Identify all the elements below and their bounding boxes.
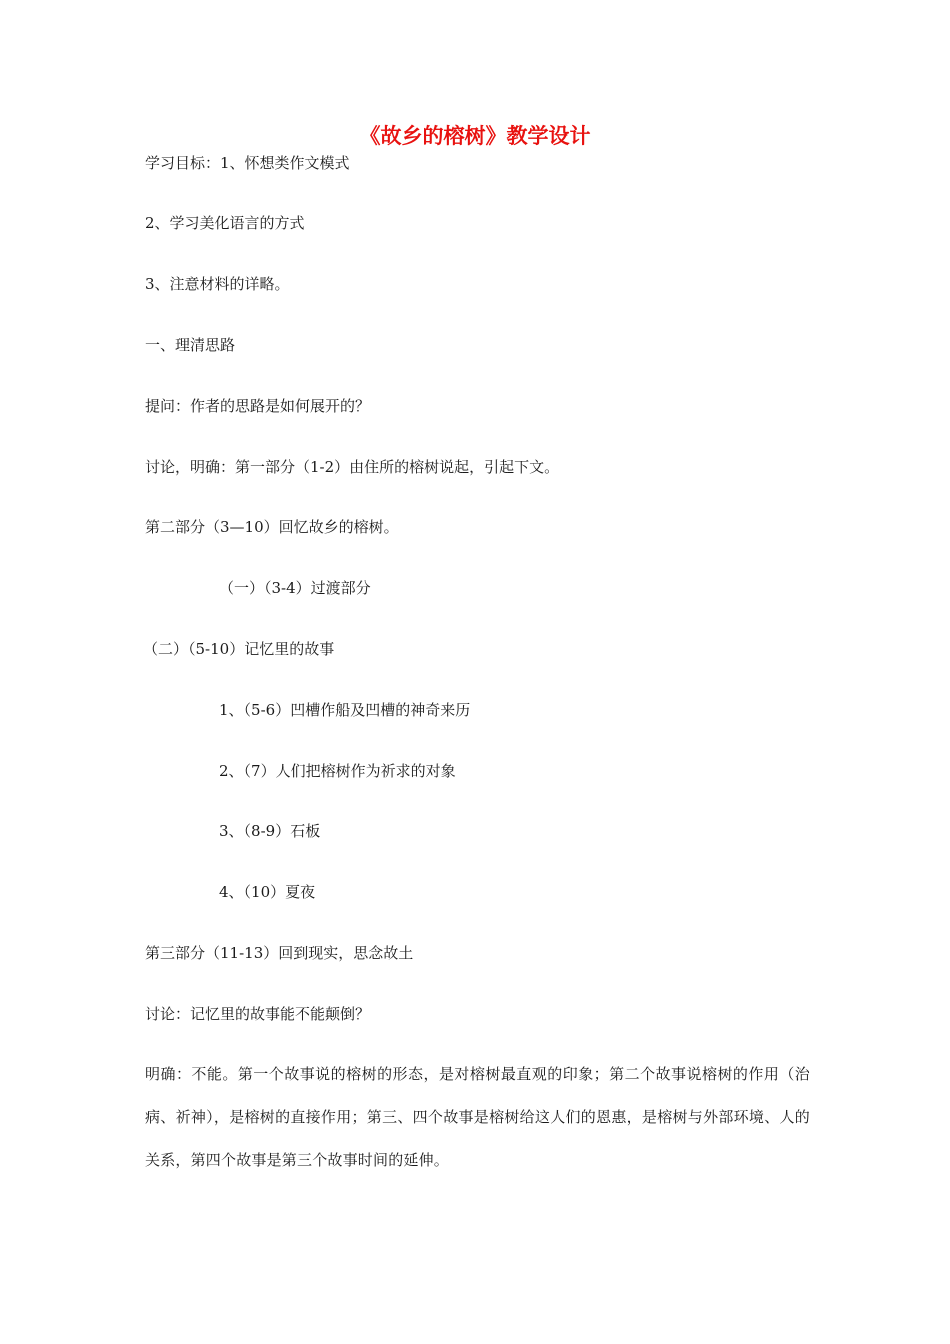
story-item-1: 1、（5-6）凹槽作船及凹槽的神奇来历 bbox=[219, 701, 471, 719]
discussion-question: 讨论：记忆里的故事能不能颠倒？ bbox=[145, 1005, 371, 1023]
learning-goal-1: 学习目标：1、怀想类作文模式 bbox=[145, 154, 350, 172]
story-item-3: 3、（8-9）石板 bbox=[219, 822, 321, 840]
story-item-2: 2、（7）人们把榕树作为祈求的对象 bbox=[219, 762, 456, 780]
section-heading-1: 一、理清思路 bbox=[145, 336, 236, 354]
part-two-text: 第二部分（3—10）回忆故乡的榕树。 bbox=[145, 518, 399, 536]
subsection-one: （一）（3-4）过渡部分 bbox=[219, 579, 371, 597]
learning-goal-2: 2、学习美化语言的方式 bbox=[145, 214, 305, 232]
story-item-4: 4、（10）夏夜 bbox=[219, 883, 316, 901]
subsection-two: （二）（5-10）记忆里的故事 bbox=[143, 640, 335, 658]
answer-paragraph: 明确：不能。第一个故事说的榕树的形态，是对榕树最直观的印象；第二个故事说榕树的作用（治病、祈神），是榕树的直接作用；第三、四个故事是榕树给这人们的恩惠，是榕树与外部环境、人的关系，第四个故事是第三个故事时间的延伸。 bbox=[145, 1065, 810, 1169]
document-title: 《故乡的榕树》教学设计 bbox=[359, 124, 591, 148]
part-three-text: 第三部分（11-13）回到现实，思念故土 bbox=[145, 944, 414, 962]
learning-goal-3: 3、注意材料的详略。 bbox=[145, 275, 290, 293]
discussion-text: 讨论，明确：第一部分（1-2）由住所的榕树说起，引起下文。 bbox=[145, 458, 560, 476]
question-text: 提问：作者的思路是如何展开的？ bbox=[145, 397, 371, 415]
